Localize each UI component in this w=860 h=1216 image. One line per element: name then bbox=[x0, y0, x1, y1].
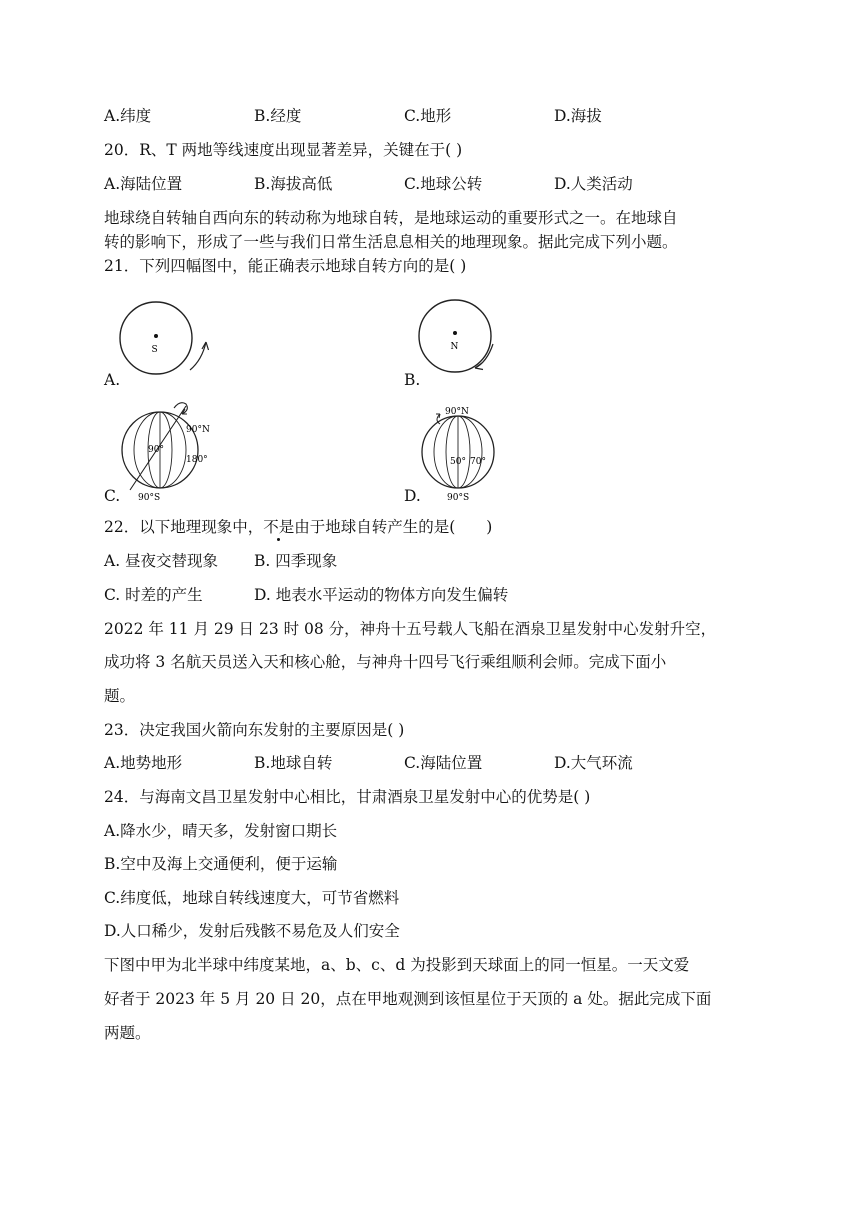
q19-option-a: A.纬度 bbox=[104, 107, 152, 125]
passage2-line3: 题。 bbox=[104, 687, 136, 705]
q21-figure-d bbox=[418, 402, 518, 502]
q22-option-c: C. 时差的产生 bbox=[104, 586, 203, 604]
q20-stem: 20．R、T 两地等线速度出现显著差异，关键在于( ) bbox=[104, 141, 463, 159]
q24-option-b: B.空中及海上交通便利，便于运输 bbox=[104, 855, 338, 873]
q24-stem: 24．与海南文昌卫星发射中心相比，甘肃酒泉卫星发射中心的优势是( ) bbox=[104, 788, 591, 806]
figc-right-label: 180° bbox=[186, 455, 208, 465]
q21-label-b: B. bbox=[404, 371, 421, 389]
q23-option-c: C.海陆位置 bbox=[404, 754, 483, 772]
q21-figure-a bbox=[116, 298, 216, 378]
figa-pole-label: S bbox=[151, 345, 158, 355]
figc-bottom-label: 90°S bbox=[138, 493, 161, 503]
q21-label-d: D. bbox=[404, 487, 421, 505]
q21-stem: 21．下列四幅图中，能正确表示地球自转方向的是( ) bbox=[104, 257, 467, 275]
q19-option-b: B.经度 bbox=[254, 107, 302, 125]
q20-option-a: A.海陆位置 bbox=[104, 175, 183, 193]
q22-option-b: B. 四季现象 bbox=[254, 552, 338, 570]
q19-option-c: C.地形 bbox=[404, 107, 452, 125]
q19-option-d: D.海拔 bbox=[554, 107, 602, 125]
passage2-line2: 成功将 3 名航天员送入天和核心舱，与神舟十四号飞行乘组顺利会师。完成下面小 bbox=[104, 653, 667, 671]
q20-option-c: C.地球公转 bbox=[404, 175, 483, 193]
figc-mid-label: 90° bbox=[148, 445, 164, 455]
q23-option-d: D.大气环流 bbox=[554, 754, 633, 772]
q20-option-b: B.海拔高低 bbox=[254, 175, 333, 193]
passage1-line2: 转的影响下，形成了一些与我们日常生活息息相关的地理现象。据此完成下列小题。 bbox=[104, 233, 678, 251]
q22-option-d: D. 地表水平运动的物体方向发生偏转 bbox=[254, 586, 509, 604]
passage1-line1: 地球绕自转轴自西向东的转动称为地球自转，是地球运动的重要形式之一。在地球自 bbox=[104, 209, 678, 227]
q22-stem-post: 由于地球自转产生的是( ) bbox=[294, 518, 493, 536]
q23-option-b: B.地球自转 bbox=[254, 754, 333, 772]
q20-option-d: D.人类活动 bbox=[554, 175, 633, 193]
q24-option-d: D.人口稀少，发射后残骸不易危及人们安全 bbox=[104, 922, 400, 940]
q22-stem bbox=[104, 517, 492, 537]
q21-figure-b bbox=[415, 296, 515, 378]
figd-left-label: 50° bbox=[450, 457, 466, 467]
q21-figure-c bbox=[120, 400, 240, 504]
q23-stem: 23．决定我国火箭向东发射的主要原因是( ) bbox=[104, 721, 405, 739]
passage2-line1: 2022 年 11 月 29 日 23 时 08 分，神舟十五号载人飞船在酒泉卫星发射中心发射升空， bbox=[104, 620, 717, 638]
passage3-line3: 两题。 bbox=[104, 1024, 151, 1042]
passage3-line1: 下图中甲为北半球中纬度某地，a、b、c、d 为投影到天球面上的同一恒星。一天文爱 bbox=[104, 956, 690, 974]
q21-label-c: C. bbox=[104, 487, 121, 505]
q24-option-a: A.降水少，晴天多，发射窗口期长 bbox=[104, 822, 338, 840]
figd-right-label: 70° bbox=[470, 457, 486, 467]
figc-top-label: 90°N bbox=[186, 425, 210, 435]
figd-top-label: 90°N bbox=[445, 407, 469, 417]
q23-option-a: A.地势地形 bbox=[104, 754, 183, 772]
q22-option-a: A. 昼夜交替现象 bbox=[104, 552, 219, 570]
q21-label-a: A. bbox=[104, 371, 121, 389]
q22-stem-pre: 22．以下地理现象中， bbox=[104, 518, 264, 536]
figd-bottom-label: 90°S bbox=[447, 493, 470, 502]
q22-stem-emphasis: 不是 bbox=[263, 518, 295, 536]
figb-pole-label: N bbox=[450, 342, 459, 352]
passage3-line2: 好者于 2023 年 5 月 20 日 20，点在甲地观测到该恒星位于天顶的 a 处。据此完成下面 bbox=[104, 990, 712, 1008]
q24-option-c: C.纬度低，地球自转线速度大，可节省燃料 bbox=[104, 889, 400, 907]
